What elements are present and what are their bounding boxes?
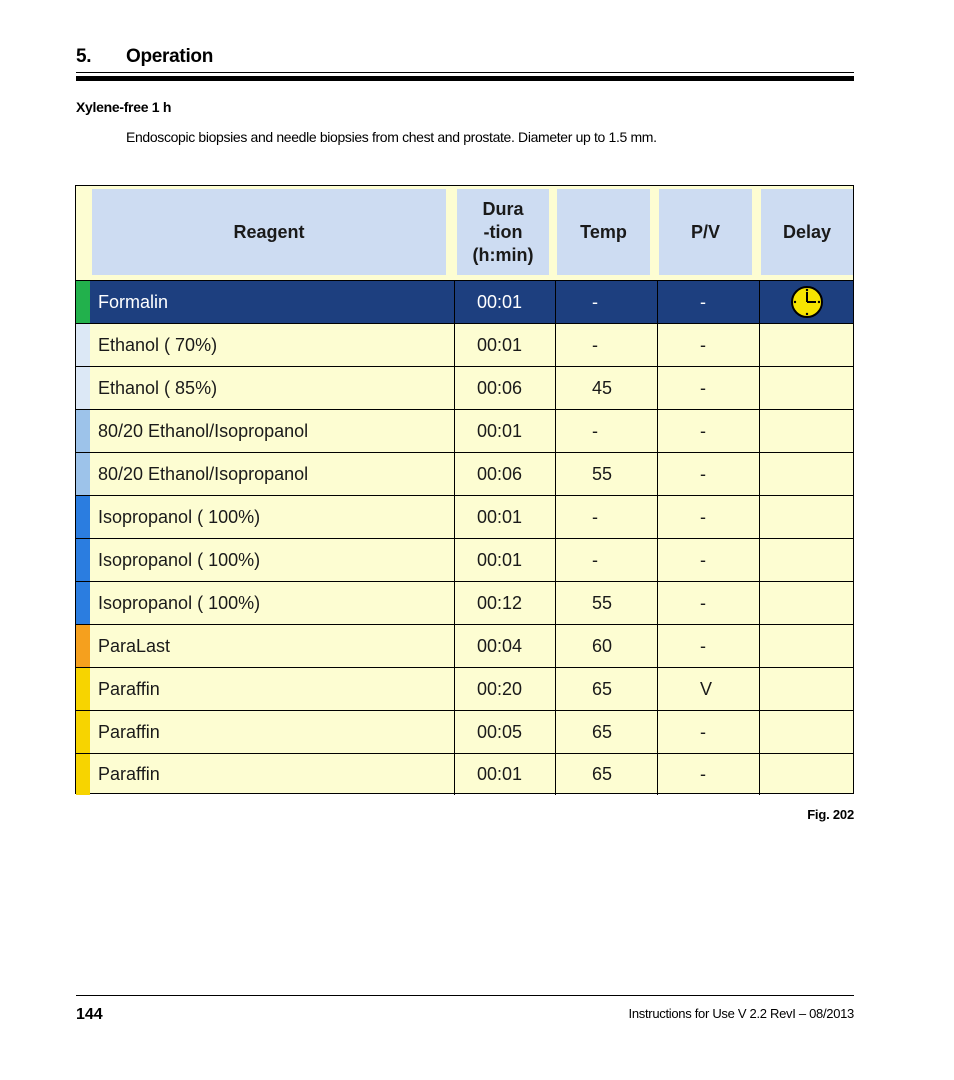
- table-row[interactable]: [76, 409, 853, 452]
- pv-cell: -: [657, 582, 759, 624]
- reagent-group-color: [76, 539, 90, 581]
- header-strip: [76, 186, 90, 281]
- reagent-cell: Paraffin: [98, 678, 160, 699]
- delay-cell[interactable]: [759, 324, 853, 366]
- reagent-group-color: [76, 754, 90, 795]
- temp-cell: -: [555, 324, 657, 366]
- duration-cell: 00:01: [454, 496, 555, 538]
- temp-cell: -: [555, 539, 657, 581]
- reagent-cell: Isopropanol ( 100%): [98, 506, 261, 527]
- temp-cell: 45: [555, 367, 657, 409]
- table-row[interactable]: [76, 538, 853, 581]
- reagent-group-color: [76, 281, 90, 323]
- duration-cell: 00:04: [454, 625, 555, 667]
- reagent-group-color: [76, 582, 90, 624]
- header-delay-label: Delay: [782, 221, 832, 242]
- temp-cell: 65: [555, 711, 657, 753]
- section-title: [76, 46, 854, 68]
- table-row[interactable]: [76, 667, 853, 710]
- header-temp-label: Temp: [580, 221, 627, 242]
- duration-cell: 00:12: [454, 582, 555, 624]
- delay-cell[interactable]: [759, 582, 853, 624]
- reagent-cell: Isopropanol ( 100%): [98, 549, 261, 570]
- duration-cell: 00:05: [454, 711, 555, 753]
- header-duration: [457, 189, 549, 275]
- pv-cell: -: [657, 625, 759, 667]
- section-number: 5.: [76, 46, 92, 67]
- pv-cell: -: [657, 711, 759, 753]
- pv-cell: -: [657, 367, 759, 409]
- table-row[interactable]: [76, 753, 853, 795]
- table-row[interactable]: [76, 624, 853, 667]
- program-description: Endoscopic biopsies and needle biopsies from chest and prostate. Diameter up to 1.5 mm.: [126, 129, 657, 145]
- temp-cell: 65: [555, 668, 657, 710]
- header-pv-label: P/V: [690, 221, 720, 242]
- program-title: Xylene-free 1 h: [76, 99, 172, 115]
- temp-cell: 65: [555, 754, 657, 795]
- reagent-cell: Paraffin: [98, 764, 160, 784]
- temp-cell: 55: [555, 453, 657, 495]
- duration-cell: 00:01: [454, 539, 555, 581]
- figure-label: Fig. 202: [807, 807, 854, 822]
- delay-cell[interactable]: [759, 453, 853, 495]
- temp-cell: 55: [555, 582, 657, 624]
- pv-cell: -: [657, 453, 759, 495]
- table-row[interactable]: [76, 452, 853, 495]
- pv-cell: -: [657, 754, 759, 795]
- duration-cell: 00:20: [454, 668, 555, 710]
- table-row[interactable]: [76, 581, 853, 624]
- header-rule-thick: [76, 76, 854, 81]
- page-number: 144: [76, 1006, 103, 1023]
- footer-rule: [76, 995, 854, 996]
- delay-cell[interactable]: [759, 539, 853, 581]
- header-duration-line1: Dura: [482, 198, 524, 219]
- duration-cell: 00:06: [454, 453, 555, 495]
- reagent-group-color: [76, 453, 90, 495]
- pv-cell: -: [657, 281, 759, 323]
- reagent-cell: ParaLast: [98, 635, 171, 656]
- delay-cell[interactable]: [759, 367, 853, 409]
- pv-cell: -: [657, 324, 759, 366]
- delay-cell[interactable]: [759, 410, 853, 452]
- duration-cell: 00:01: [454, 410, 555, 452]
- header-duration-line2: -tion: [483, 221, 523, 242]
- temp-cell: 60: [555, 625, 657, 667]
- reagent-cell: Paraffin: [98, 721, 160, 742]
- section-name: Operation: [126, 46, 214, 67]
- temp-cell: -: [555, 496, 657, 538]
- delay-cell[interactable]: [759, 668, 853, 710]
- reagent-group-color: [76, 668, 90, 710]
- reagent-group-color: [76, 711, 90, 753]
- reagent-cell: Isopropanol ( 100%): [98, 592, 261, 613]
- reagent-group-color: [76, 324, 90, 366]
- header-temp: [557, 189, 650, 275]
- reagent-group-color: [76, 367, 90, 409]
- delay-cell[interactable]: [759, 281, 853, 323]
- table-row[interactable]: [76, 280, 853, 323]
- table-row[interactable]: [76, 323, 853, 366]
- reagent-cell: Ethanol ( 85%): [98, 377, 218, 398]
- reagent-cell: 80/20 Ethanol/Isopropanol: [98, 463, 309, 484]
- header-pv: [659, 189, 752, 275]
- header-reagent: [92, 189, 446, 275]
- duration-cell: 00:01: [454, 754, 555, 795]
- header-reagent-label: Reagent: [233, 221, 305, 242]
- program-table: [75, 185, 854, 794]
- temp-cell: -: [555, 410, 657, 452]
- pv-cell: -: [657, 539, 759, 581]
- reagent-group-color: [76, 496, 90, 538]
- duration-cell: 00:01: [454, 281, 555, 323]
- reagent-cell: Ethanol ( 70%): [98, 334, 218, 355]
- reagent-cell: 80/20 Ethanol/Isopropanol: [98, 420, 309, 441]
- temp-cell: -: [555, 281, 657, 323]
- table-header: [76, 186, 853, 281]
- header-rule-thin: [76, 72, 854, 73]
- table-row[interactable]: [76, 710, 853, 753]
- delay-cell[interactable]: [759, 625, 853, 667]
- delay-cell[interactable]: [759, 711, 853, 753]
- reagent-cell: Formalin: [98, 291, 169, 312]
- delay-cell[interactable]: [759, 496, 853, 538]
- table-row[interactable]: [76, 366, 853, 409]
- table-row[interactable]: [76, 495, 853, 538]
- header-delay: [761, 189, 853, 275]
- pv-cell: -: [657, 410, 759, 452]
- delay-cell[interactable]: [759, 754, 853, 795]
- footer-document-info: Instructions for Use V 2.2 RevI – 08/2013: [628, 1006, 854, 1021]
- reagent-group-color: [76, 625, 90, 667]
- reagent-group-color: [76, 410, 90, 452]
- header-duration-line3: (h:min): [472, 244, 534, 265]
- duration-cell: 00:06: [454, 367, 555, 409]
- duration-cell: 00:01: [454, 324, 555, 366]
- pv-cell: V: [657, 668, 759, 710]
- pv-cell: -: [657, 496, 759, 538]
- clock-icon: [790, 285, 824, 319]
